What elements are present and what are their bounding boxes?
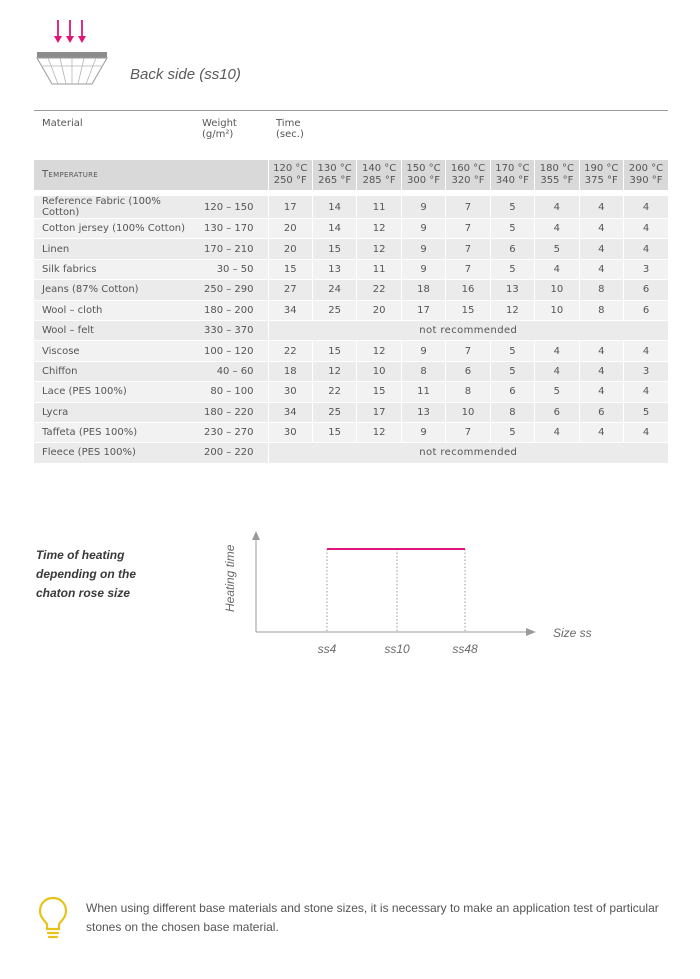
time-cell: 8 (579, 300, 623, 320)
time-cell: 11 (357, 259, 401, 279)
time-cell: 30 (268, 382, 312, 402)
weight-cell: 40 – 60 (196, 361, 268, 381)
time-cell: 13 (490, 280, 534, 300)
temperature-header-cell (579, 160, 623, 190)
time-cell: 7 (446, 219, 490, 239)
time-cell: 17 (401, 300, 445, 320)
time-cell: 7 (446, 341, 490, 361)
temperature-celsius: 140 °C (361, 163, 397, 174)
time-cell: 12 (357, 239, 401, 259)
weight-cell: 180 – 220 (196, 402, 268, 422)
time-cell: 25 (312, 402, 356, 422)
time-cell: 14 (312, 219, 356, 239)
time-cell: 5 (535, 239, 579, 259)
temperature-header-cell (401, 160, 445, 190)
column-header-row (34, 114, 668, 160)
weight-column-header (196, 114, 268, 160)
material-cell: Wool – cloth (34, 300, 196, 320)
table-row (34, 280, 668, 300)
temperature-fahrenheit: 390 °F (629, 175, 663, 186)
time-header-line1: Time (276, 118, 301, 129)
time-cell: 15 (357, 382, 401, 402)
time-cell: 15 (312, 341, 356, 361)
time-cell: 6 (624, 280, 669, 300)
size-label: ss10 (384, 642, 410, 656)
temperature-header-cell (490, 160, 534, 190)
time-cell: 11 (357, 196, 401, 219)
table-row (34, 219, 668, 239)
time-cell: 4 (579, 361, 623, 381)
temperature-celsius: 130 °C (317, 163, 352, 174)
time-cell: 4 (579, 259, 623, 279)
temperature-header-cell (312, 160, 356, 190)
time-cell: 14 (312, 196, 356, 219)
time-cell: 12 (357, 341, 401, 361)
temperature-label: Temperature (34, 160, 268, 190)
time-cell: 22 (268, 341, 312, 361)
temperature-fahrenheit: 265 °F (318, 175, 352, 186)
time-cell: 10 (446, 402, 490, 422)
header-divider (34, 110, 668, 111)
temperature-header-cell (357, 160, 401, 190)
material-cell: Cotton jersey (100% Cotton) (34, 219, 196, 239)
temperature-header-cell (446, 160, 490, 190)
temperature-fahrenheit: 320 °F (451, 175, 485, 186)
time-cell: 5 (490, 219, 534, 239)
time-cell: 15 (446, 300, 490, 320)
time-header-line2: (sec.) (276, 129, 304, 140)
page-title: Back side (ss10) (130, 66, 241, 83)
time-cell: 25 (312, 300, 356, 320)
time-cell: 4 (579, 219, 623, 239)
time-cell: 30 (268, 422, 312, 442)
temperature-celsius: 190 °C (584, 163, 619, 174)
time-cell: 18 (268, 361, 312, 381)
time-cell: 4 (535, 341, 579, 361)
not-recommended-cell: not recommended (268, 320, 668, 340)
time-cell: 17 (357, 402, 401, 422)
time-cell: 6 (579, 402, 623, 422)
material-cell: Wool – felt (34, 320, 196, 340)
weight-cell: 330 – 370 (196, 320, 268, 340)
table-row (34, 259, 668, 279)
time-cell: 15 (312, 239, 356, 259)
weight-header-line1: Weight (202, 118, 237, 129)
time-cell: 5 (490, 341, 534, 361)
application-test-note: When using different base materials and stone sizes, it is necessary to make an application test of particular stones on the chosen base material. (86, 901, 659, 934)
time-cell: 13 (312, 259, 356, 279)
size-label: ss48 (452, 642, 478, 656)
time-cell: 4 (579, 239, 623, 259)
heating-time-chart (210, 520, 630, 670)
x-axis-arrow-icon (526, 628, 536, 636)
temperature-fahrenheit: 300 °F (407, 175, 441, 186)
table-row (34, 402, 668, 422)
time-cell: 4 (535, 219, 579, 239)
weight-header-line2: (g/m²) (202, 129, 234, 140)
time-cell: 9 (401, 259, 445, 279)
time-cell: 4 (624, 219, 669, 239)
material-cell: Chiffon (34, 361, 196, 381)
temperature-fahrenheit: 250 °F (273, 175, 307, 186)
time-cell: 12 (357, 219, 401, 239)
time-cell: 12 (357, 422, 401, 442)
weight-cell: 200 – 220 (196, 443, 268, 463)
time-cell: 7 (446, 196, 490, 219)
time-cell: 8 (446, 382, 490, 402)
weight-cell: 170 – 210 (196, 239, 268, 259)
time-cell: 3 (624, 361, 669, 381)
time-cell: 4 (624, 196, 669, 219)
time-cell: 4 (579, 422, 623, 442)
table-row (34, 239, 668, 259)
temperature-fahrenheit: 355 °F (540, 175, 574, 186)
material-cell: Viscose (34, 341, 196, 361)
temperature-celsius: 160 °C (450, 163, 486, 174)
time-cell: 5 (535, 382, 579, 402)
time-cell: 6 (490, 239, 534, 259)
time-cell: 4 (535, 422, 579, 442)
time-cell: 24 (312, 280, 356, 300)
y-axis-arrow-icon (252, 531, 260, 540)
time-cell: 4 (579, 196, 623, 219)
time-cell: 13 (401, 402, 445, 422)
material-cell: Silk fabrics (34, 259, 196, 279)
time-cell: 12 (312, 361, 356, 381)
time-cell: 9 (401, 422, 445, 442)
time-cell: 11 (401, 382, 445, 402)
time-cell: 6 (446, 361, 490, 381)
weight-cell: 120 – 150 (196, 196, 268, 219)
time-cell: 5 (490, 361, 534, 381)
time-cell: 9 (401, 341, 445, 361)
time-cell: 4 (535, 196, 579, 219)
weight-cell: 250 – 290 (196, 280, 268, 300)
material-cell: Lace (PES 100%) (34, 382, 196, 402)
time-cell: 16 (446, 280, 490, 300)
chaton-stone-arrows-icon (34, 18, 110, 88)
size-label: ss4 (317, 642, 337, 656)
temperature-fahrenheit: 340 °F (495, 175, 529, 186)
time-cell: 7 (446, 422, 490, 442)
time-cell: 4 (579, 341, 623, 361)
table-row (34, 300, 668, 320)
time-cell: 10 (535, 300, 579, 320)
time-cell: 8 (490, 402, 534, 422)
time-cell: 5 (490, 196, 534, 219)
table-row (34, 320, 668, 340)
time-cell: 5 (490, 259, 534, 279)
time-cell: 27 (268, 280, 312, 300)
time-cell: 10 (535, 280, 579, 300)
time-cell: 4 (579, 382, 623, 402)
weight-cell: 230 – 270 (196, 422, 268, 442)
time-cell: 15 (268, 259, 312, 279)
lightbulb-icon (38, 896, 68, 940)
material-cell: Lycra (34, 402, 196, 422)
time-cell: 15 (312, 422, 356, 442)
temperature-celsius: 170 °C (495, 163, 530, 174)
table-row (34, 361, 668, 381)
temperature-row (34, 160, 668, 190)
material-cell: Jeans (87% Cotton) (34, 280, 196, 300)
temperature-celsius: 120 °C (273, 163, 308, 174)
temperature-fahrenheit: 375 °F (584, 175, 618, 186)
time-cell: 9 (401, 196, 445, 219)
temperature-header-cell (268, 160, 312, 190)
time-cell: 12 (490, 300, 534, 320)
time-cell: 17 (268, 196, 312, 219)
time-cell: 9 (401, 239, 445, 259)
time-cell: 6 (624, 300, 669, 320)
table-row (34, 341, 668, 361)
time-cell: 4 (624, 422, 669, 442)
material-column-header: Material (42, 118, 83, 129)
time-cell: 20 (268, 239, 312, 259)
time-cell: 4 (535, 259, 579, 279)
time-cell: 22 (357, 280, 401, 300)
material-cell: Linen (34, 239, 196, 259)
weight-cell: 130 – 170 (196, 219, 268, 239)
time-cell: 3 (624, 259, 669, 279)
time-cell: 4 (624, 239, 669, 259)
time-cell: 22 (312, 382, 356, 402)
time-cell: 34 (268, 402, 312, 422)
material-cell: Reference Fabric (100% Cotton) (34, 196, 196, 219)
weight-cell: 100 – 120 (196, 341, 268, 361)
time-column-header (268, 114, 312, 160)
temperature-celsius: 150 °C (406, 163, 441, 174)
temperature-fahrenheit: 285 °F (362, 175, 396, 186)
heating-time-table (34, 114, 668, 464)
time-cell: 6 (535, 402, 579, 422)
temperature-header-cell (624, 160, 669, 190)
table-row (34, 196, 668, 219)
x-axis-label: Size ss (553, 626, 592, 640)
table-row (34, 422, 668, 442)
time-cell: 18 (401, 280, 445, 300)
time-cell: 4 (624, 382, 669, 402)
heating-chart-caption: Time of heating depending on the chaton rose size (36, 548, 136, 600)
material-cell: Fleece (PES 100%) (34, 443, 196, 463)
time-cell: 34 (268, 300, 312, 320)
time-cell: 8 (401, 361, 445, 381)
time-cell: 7 (446, 259, 490, 279)
time-cell: 4 (535, 361, 579, 381)
table-row (34, 443, 668, 463)
y-axis-label: Heating time (223, 544, 237, 612)
time-cell: 20 (357, 300, 401, 320)
time-cell: 10 (357, 361, 401, 381)
time-cell: 4 (624, 341, 669, 361)
material-cell: Taffeta (PES 100%) (34, 422, 196, 442)
temperature-celsius: 200 °C (628, 163, 664, 174)
time-cell: 9 (401, 219, 445, 239)
weight-cell: 30 – 50 (196, 259, 268, 279)
temperature-header-cell (535, 160, 579, 190)
time-cell: 20 (268, 219, 312, 239)
table-row (34, 382, 668, 402)
time-cell: 6 (490, 382, 534, 402)
time-cell: 8 (579, 280, 623, 300)
not-recommended-cell: not recommended (268, 443, 668, 463)
weight-cell: 180 – 200 (196, 300, 268, 320)
time-cell: 5 (490, 422, 534, 442)
weight-cell: 80 – 100 (196, 382, 268, 402)
temperature-celsius: 180 °C (539, 163, 574, 174)
time-cell: 7 (446, 239, 490, 259)
time-cell: 5 (624, 402, 669, 422)
